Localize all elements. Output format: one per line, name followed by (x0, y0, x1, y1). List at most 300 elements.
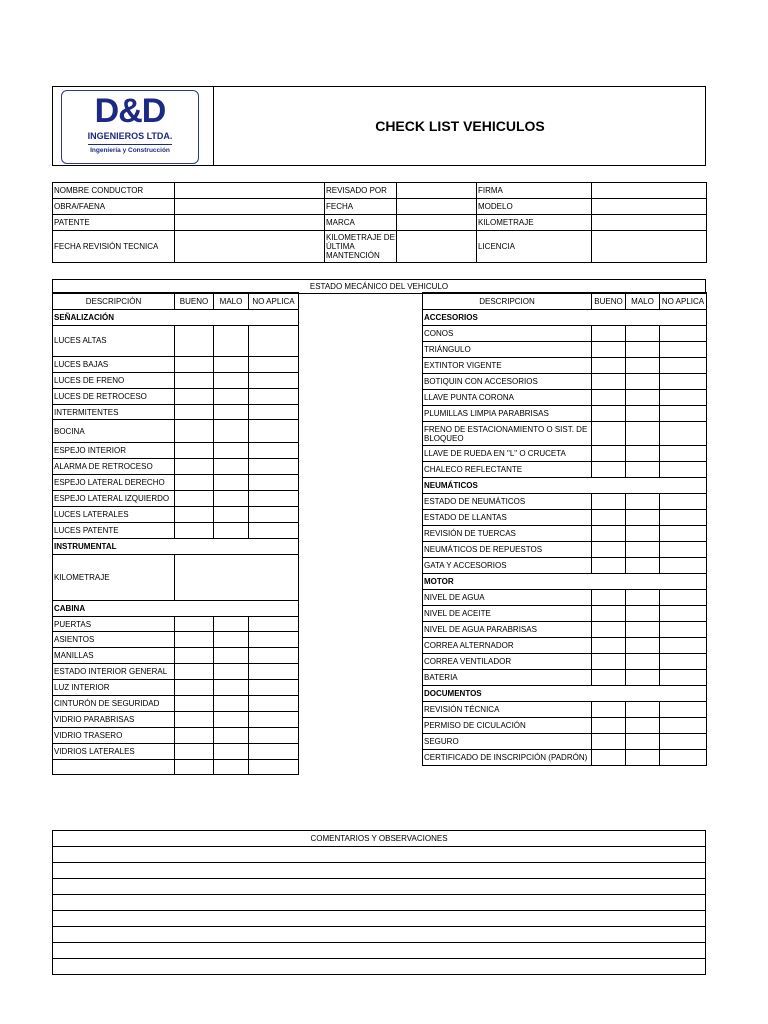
section-row (53, 600, 299, 616)
check-cell-no-aplica[interactable] (249, 616, 299, 632)
check-cell-no-aplica[interactable] (660, 638, 707, 654)
check-cell-malo[interactable] (626, 670, 660, 686)
check-cell-bueno[interactable] (175, 522, 214, 538)
left-header-bueno: BUENO (175, 293, 214, 310)
info-value-field[interactable] (175, 231, 325, 263)
section-heading: CABINA (53, 600, 299, 616)
check-cell-no-aplica[interactable] (660, 358, 707, 374)
check-cell-bueno[interactable] (175, 388, 214, 404)
table-row (53, 491, 299, 507)
item-label: PERMISO DE CICULACIÓN (423, 718, 592, 734)
comment-input[interactable] (53, 943, 706, 959)
check-cell-no-aplica[interactable] (660, 670, 707, 686)
table-row (423, 390, 707, 406)
check-cell-malo[interactable] (214, 459, 249, 475)
check-cell-no-aplica[interactable] (660, 622, 707, 638)
check-cell-no-aplica[interactable] (249, 420, 299, 443)
check-cell-malo[interactable] (626, 590, 660, 606)
table-row (423, 510, 707, 526)
table-row (53, 372, 299, 388)
table-row (53, 554, 299, 600)
table-row (53, 507, 299, 523)
info-value-field[interactable] (175, 183, 325, 199)
table-row (423, 542, 707, 558)
comment-line (53, 911, 706, 927)
info-value-field[interactable] (397, 215, 477, 231)
table-row (423, 342, 707, 358)
logo-divider (88, 144, 172, 145)
info-label: FIRMA (477, 183, 592, 199)
item-label: REVISIÓN DE TUERCAS (423, 526, 592, 542)
section-row (53, 538, 299, 554)
table-row (53, 459, 299, 475)
check-cell-malo[interactable] (214, 616, 249, 632)
table-row (53, 443, 299, 459)
check-cell-malo[interactable] (214, 420, 249, 443)
check-cell-no-aplica[interactable] (249, 325, 299, 356)
check-cell-bueno[interactable] (175, 759, 214, 775)
check-cell-no-aplica[interactable] (249, 388, 299, 404)
item-label: KILOMETRAJE (53, 554, 175, 600)
item-label: LUCES BAJAS (53, 356, 175, 372)
check-cell-bueno[interactable] (175, 648, 214, 664)
item-label: CORREA VENTILADOR (423, 654, 592, 670)
item-label: VIDRIOS LATERALES (53, 743, 175, 759)
check-cell-bueno[interactable] (175, 632, 214, 648)
table-row (423, 638, 707, 654)
table-row (53, 388, 299, 404)
comments-title: COMENTARIOS Y OBSERVACIONES (53, 831, 706, 847)
check-cell-malo[interactable] (626, 638, 660, 654)
info-value-field[interactable] (592, 215, 707, 231)
check-cell-bueno[interactable] (592, 734, 626, 750)
comment-input[interactable] (53, 911, 706, 927)
check-cell-no-aplica[interactable] (660, 590, 707, 606)
section-heading: SEÑALIZACIÓN (53, 310, 299, 326)
check-cell-bueno[interactable] (592, 718, 626, 734)
check-cell-malo[interactable] (214, 491, 249, 507)
checklist-left-table (52, 292, 299, 775)
info-label: FECHA REVISIÓN TECNICA (53, 231, 175, 263)
item-label: LUCES DE RETROCESO (53, 388, 175, 404)
comment-input[interactable] (53, 863, 706, 879)
section-row (53, 310, 299, 326)
info-value-field[interactable] (397, 183, 477, 199)
check-cell-no-aplica[interactable] (249, 680, 299, 696)
item-label: LLAVE DE RUEDA EN "L" O CRUCETA (423, 446, 592, 462)
check-cell-no-aplica[interactable] (249, 664, 299, 680)
comment-input[interactable] (53, 927, 706, 943)
check-cell-malo[interactable] (214, 632, 249, 648)
item-label: VIDRIO PARABRISAS (53, 711, 175, 727)
check-cell-malo[interactable] (626, 558, 660, 574)
check-cell-no-aplica[interactable] (660, 750, 707, 766)
item-label: LUCES LATERALES (53, 507, 175, 523)
table-row (53, 404, 299, 420)
check-cell-malo[interactable] (626, 654, 660, 670)
check-cell-bueno[interactable] (592, 374, 626, 390)
check-cell-malo[interactable] (626, 542, 660, 558)
item-label: ESTADO INTERIOR GENERAL (53, 664, 175, 680)
table-row (423, 326, 707, 342)
item-label: LUCES DE FRENO (53, 372, 175, 388)
left-header-descripcion: DESCRIPCIÓN (53, 293, 175, 310)
checklist-right-table (422, 292, 707, 766)
check-cell-malo[interactable] (214, 443, 249, 459)
item-label: TRIÁNGULO (423, 342, 592, 358)
vehicle-info-table (52, 182, 707, 263)
item-label: ASIENTOS (53, 632, 175, 648)
item-label: EXTINTOR VIGENTE (423, 358, 592, 374)
check-cell-malo[interactable] (626, 326, 660, 342)
check-cell-bueno[interactable] (175, 491, 214, 507)
kilometraje-value-field[interactable] (175, 554, 299, 600)
table-row (423, 494, 707, 510)
check-cell-malo[interactable] (626, 622, 660, 638)
check-cell-no-aplica[interactable] (249, 711, 299, 727)
check-cell-malo[interactable] (626, 422, 660, 446)
check-cell-no-aplica[interactable] (660, 446, 707, 462)
section-row (423, 478, 707, 494)
table-row (423, 734, 707, 750)
comments-table (52, 830, 706, 975)
check-cell-no-aplica[interactable] (249, 632, 299, 648)
check-cell-malo[interactable] (626, 702, 660, 718)
table-row (53, 680, 299, 696)
info-label: KILOMETRAJE (477, 215, 592, 231)
comment-line (53, 879, 706, 895)
table-row (53, 664, 299, 680)
section-heading: DOCUMENTOS (423, 686, 707, 702)
section-heading: INSTRUMENTAL (53, 538, 299, 554)
check-cell-malo[interactable] (214, 475, 249, 491)
item-label: CERTIFICADO DE INSCRIPCIÓN (PADRÓN) (423, 750, 592, 766)
check-cell-malo[interactable] (214, 507, 249, 523)
check-cell-bueno[interactable] (175, 420, 214, 443)
left-header-malo: MALO (214, 293, 249, 310)
info-value-field[interactable] (397, 199, 477, 215)
table-row (53, 759, 299, 775)
check-cell-malo[interactable] (626, 406, 660, 422)
item-label: ESTADO DE NEUMÁTICOS (423, 494, 592, 510)
check-cell-malo[interactable] (214, 372, 249, 388)
item-label (53, 759, 175, 775)
check-cell-bueno[interactable] (592, 638, 626, 654)
check-cell-bueno[interactable] (592, 622, 626, 638)
item-label: NIVEL DE AGUA (423, 590, 592, 606)
table-row (53, 632, 299, 648)
check-cell-bueno[interactable] (592, 542, 626, 558)
check-cell-malo[interactable] (626, 374, 660, 390)
info-value-field[interactable] (175, 199, 325, 215)
item-label: LUZ INTERIOR (53, 680, 175, 696)
comment-input[interactable] (53, 959, 706, 975)
table-row (423, 446, 707, 462)
check-cell-bueno[interactable] (175, 664, 214, 680)
check-cell-malo[interactable] (626, 718, 660, 734)
right-header-bueno: BUENO (592, 293, 626, 310)
check-cell-malo[interactable] (214, 522, 249, 538)
check-cell-no-aplica[interactable] (660, 374, 707, 390)
check-cell-bueno[interactable] (592, 446, 626, 462)
item-label: NIVEL DE ACEITE (423, 606, 592, 622)
check-cell-no-aplica[interactable] (660, 558, 707, 574)
check-cell-bueno[interactable] (592, 342, 626, 358)
estado-title: ESTADO MECÁNICO DEL VEHICULO (53, 280, 706, 294)
check-cell-malo[interactable] (626, 606, 660, 622)
check-cell-no-aplica[interactable] (249, 443, 299, 459)
check-cell-no-aplica[interactable] (660, 494, 707, 510)
section-row (423, 310, 707, 326)
check-cell-no-aplica[interactable] (249, 648, 299, 664)
check-cell-bueno[interactable] (175, 459, 214, 475)
check-cell-no-aplica[interactable] (660, 342, 707, 358)
check-cell-no-aplica[interactable] (249, 759, 299, 775)
item-label: LLAVE PUNTA CORONA (423, 390, 592, 406)
right-header-descripcion: DESCRIPCION (423, 293, 592, 310)
table-row (423, 422, 707, 446)
item-label: SEGURO (423, 734, 592, 750)
check-cell-no-aplica[interactable] (660, 702, 707, 718)
check-cell-malo[interactable] (626, 526, 660, 542)
check-cell-bueno[interactable] (592, 390, 626, 406)
info-label: PATENTE (53, 215, 175, 231)
check-cell-no-aplica[interactable] (660, 734, 707, 750)
left-header-no-aplica: NO APLICA (249, 293, 299, 310)
check-cell-malo[interactable] (214, 388, 249, 404)
check-cell-malo[interactable] (214, 680, 249, 696)
table-row (53, 616, 299, 632)
table-row (423, 750, 707, 766)
item-label: NEUMÁTICOS DE REPUESTOS (423, 542, 592, 558)
check-cell-no-aplica[interactable] (249, 475, 299, 491)
check-cell-malo[interactable] (626, 494, 660, 510)
table-row (423, 462, 707, 478)
check-cell-malo[interactable] (626, 358, 660, 374)
check-cell-no-aplica[interactable] (249, 696, 299, 712)
check-cell-malo[interactable] (626, 342, 660, 358)
item-label: LUCES PATENTE (53, 522, 175, 538)
table-row (53, 727, 299, 743)
check-cell-bueno[interactable] (175, 325, 214, 356)
check-cell-bueno[interactable] (175, 616, 214, 632)
company-logo (61, 90, 199, 164)
check-cell-bueno[interactable] (592, 510, 626, 526)
comment-line (53, 847, 706, 863)
check-cell-malo[interactable] (626, 390, 660, 406)
check-cell-malo[interactable] (214, 727, 249, 743)
table-row (423, 374, 707, 390)
item-label: REVISIÓN TÉCNICA (423, 702, 592, 718)
check-cell-malo[interactable] (626, 446, 660, 462)
check-cell-malo[interactable] (626, 510, 660, 526)
check-cell-no-aplica[interactable] (660, 526, 707, 542)
check-cell-bueno[interactable] (175, 372, 214, 388)
check-cell-bueno[interactable] (175, 507, 214, 523)
check-cell-no-aplica[interactable] (660, 542, 707, 558)
check-cell-no-aplica[interactable] (660, 462, 707, 478)
item-label: ESPEJO LATERAL IZQUIERDO (53, 491, 175, 507)
table-row (423, 590, 707, 606)
info-row (53, 231, 707, 263)
comment-input[interactable] (53, 895, 706, 911)
item-label: CONOS (423, 326, 592, 342)
info-row (53, 215, 707, 231)
info-value-field[interactable] (175, 215, 325, 231)
item-label: VIDRIO TRASERO (53, 727, 175, 743)
table-row (423, 406, 707, 422)
info-label: LICENCIA (477, 231, 592, 263)
table-row (53, 420, 299, 443)
check-cell-bueno[interactable] (592, 422, 626, 446)
check-cell-no-aplica[interactable] (249, 404, 299, 420)
check-cell-bueno[interactable] (592, 606, 626, 622)
check-cell-no-aplica[interactable] (249, 743, 299, 759)
table-row (53, 648, 299, 664)
check-cell-bueno[interactable] (592, 406, 626, 422)
check-cell-bueno[interactable] (175, 443, 214, 459)
check-cell-no-aplica[interactable] (660, 422, 707, 446)
info-label: OBRA/FAENA (53, 199, 175, 215)
item-label: FRENO DE ESTACIONAMIENTO O SIST. DE BLOQUEO (423, 422, 592, 446)
info-value-field[interactable] (592, 183, 707, 199)
table-row (423, 606, 707, 622)
table-row (53, 696, 299, 712)
check-cell-bueno[interactable] (592, 750, 626, 766)
item-label: NIVEL DE AGUA PARABRISAS (423, 622, 592, 638)
check-cell-bueno[interactable] (592, 590, 626, 606)
check-cell-bueno[interactable] (592, 526, 626, 542)
check-cell-malo[interactable] (214, 404, 249, 420)
item-label: ESPEJO LATERAL DERECHO (53, 475, 175, 491)
comment-line (53, 927, 706, 943)
check-cell-malo[interactable] (214, 648, 249, 664)
check-cell-malo[interactable] (626, 462, 660, 478)
check-cell-no-aplica[interactable] (660, 718, 707, 734)
info-value-field[interactable] (592, 199, 707, 215)
check-cell-malo[interactable] (214, 696, 249, 712)
check-cell-malo[interactable] (214, 356, 249, 372)
check-cell-no-aplica[interactable] (249, 507, 299, 523)
info-value-field[interactable] (592, 231, 707, 263)
check-cell-no-aplica[interactable] (249, 372, 299, 388)
item-label: ALARMA DE RETROCESO (53, 459, 175, 475)
info-value-field[interactable] (397, 231, 477, 263)
check-cell-malo[interactable] (626, 750, 660, 766)
table-row (53, 356, 299, 372)
info-row (53, 183, 707, 199)
table-row (53, 475, 299, 491)
check-cell-no-aplica[interactable] (660, 326, 707, 342)
table-row (423, 358, 707, 374)
check-cell-no-aplica[interactable] (249, 727, 299, 743)
table-row (423, 526, 707, 542)
comment-line (53, 959, 706, 975)
check-cell-malo[interactable] (214, 759, 249, 775)
check-cell-bueno[interactable] (175, 711, 214, 727)
check-cell-bueno[interactable] (592, 494, 626, 510)
item-label: CORREA ALTERNADOR (423, 638, 592, 654)
check-cell-malo[interactable] (626, 734, 660, 750)
check-cell-bueno[interactable] (592, 654, 626, 670)
comment-line (53, 943, 706, 959)
comment-input[interactable] (53, 847, 706, 863)
check-cell-no-aplica[interactable] (660, 654, 707, 670)
info-label: FECHA (325, 199, 397, 215)
section-heading: NEUMÁTICOS (423, 478, 707, 494)
check-cell-bueno[interactable] (175, 356, 214, 372)
item-label: LUCES ALTAS (53, 325, 175, 356)
check-cell-no-aplica[interactable] (249, 491, 299, 507)
item-label: ESTADO DE LLANTAS (423, 510, 592, 526)
check-cell-no-aplica[interactable] (660, 406, 707, 422)
table-row (53, 325, 299, 356)
check-cell-bueno[interactable] (175, 696, 214, 712)
info-label: NOMBRE CONDUCTOR (53, 183, 175, 199)
check-cell-malo[interactable] (214, 711, 249, 727)
item-label: CINTURÓN DE SEGURIDAD (53, 696, 175, 712)
check-cell-no-aplica[interactable] (660, 510, 707, 526)
item-label: PLUMILLAS LIMPIA PARABRISAS (423, 406, 592, 422)
right-header-malo: MALO (626, 293, 660, 310)
check-cell-no-aplica[interactable] (249, 522, 299, 538)
check-cell-no-aplica[interactable] (249, 459, 299, 475)
check-cell-bueno[interactable] (592, 670, 626, 686)
check-cell-bueno[interactable] (592, 326, 626, 342)
section-row (423, 574, 707, 590)
check-cell-malo[interactable] (214, 743, 249, 759)
table-row (53, 522, 299, 538)
page-title: CHECK LIST VEHICULOS (375, 118, 545, 134)
item-label: CHALECO REFLECTANTE (423, 462, 592, 478)
check-cell-bueno[interactable] (592, 702, 626, 718)
info-label: KILOMETRAJE DE ÚLTIMA MANTENCIÓN (325, 231, 397, 263)
section-heading: MOTOR (423, 574, 707, 590)
check-cell-no-aplica[interactable] (249, 356, 299, 372)
check-cell-no-aplica[interactable] (660, 390, 707, 406)
table-row (423, 670, 707, 686)
company-name: INGENIEROS LTDA. (87, 131, 173, 141)
check-cell-bueno[interactable] (175, 404, 214, 420)
check-cell-no-aplica[interactable] (660, 606, 707, 622)
check-cell-bueno[interactable] (175, 680, 214, 696)
section-row (423, 686, 707, 702)
section-heading: ACCESORIOS (423, 310, 707, 326)
check-cell-bueno[interactable] (175, 727, 214, 743)
table-row (423, 718, 707, 734)
check-cell-malo[interactable] (214, 325, 249, 356)
info-label: REVISADO POR (325, 183, 397, 199)
check-cell-bueno[interactable] (592, 358, 626, 374)
check-cell-bueno[interactable] (592, 462, 626, 478)
item-label: BOTIQUIN CON ACCESORIOS (423, 374, 592, 390)
table-row (423, 622, 707, 638)
item-label: BOCINA (53, 420, 175, 443)
item-label: BATERIA (423, 670, 592, 686)
table-row (53, 743, 299, 759)
logo-wordmark: D&D (94, 92, 166, 130)
item-label: MANILLAS (53, 648, 175, 664)
info-row (53, 199, 707, 215)
check-cell-bueno[interactable] (175, 743, 214, 759)
check-cell-bueno[interactable] (175, 475, 214, 491)
item-label: INTERMITENTES (53, 404, 175, 420)
check-cell-bueno[interactable] (592, 558, 626, 574)
info-label: MODELO (477, 199, 592, 215)
check-cell-malo[interactable] (214, 664, 249, 680)
table-row (423, 654, 707, 670)
comment-input[interactable] (53, 879, 706, 895)
